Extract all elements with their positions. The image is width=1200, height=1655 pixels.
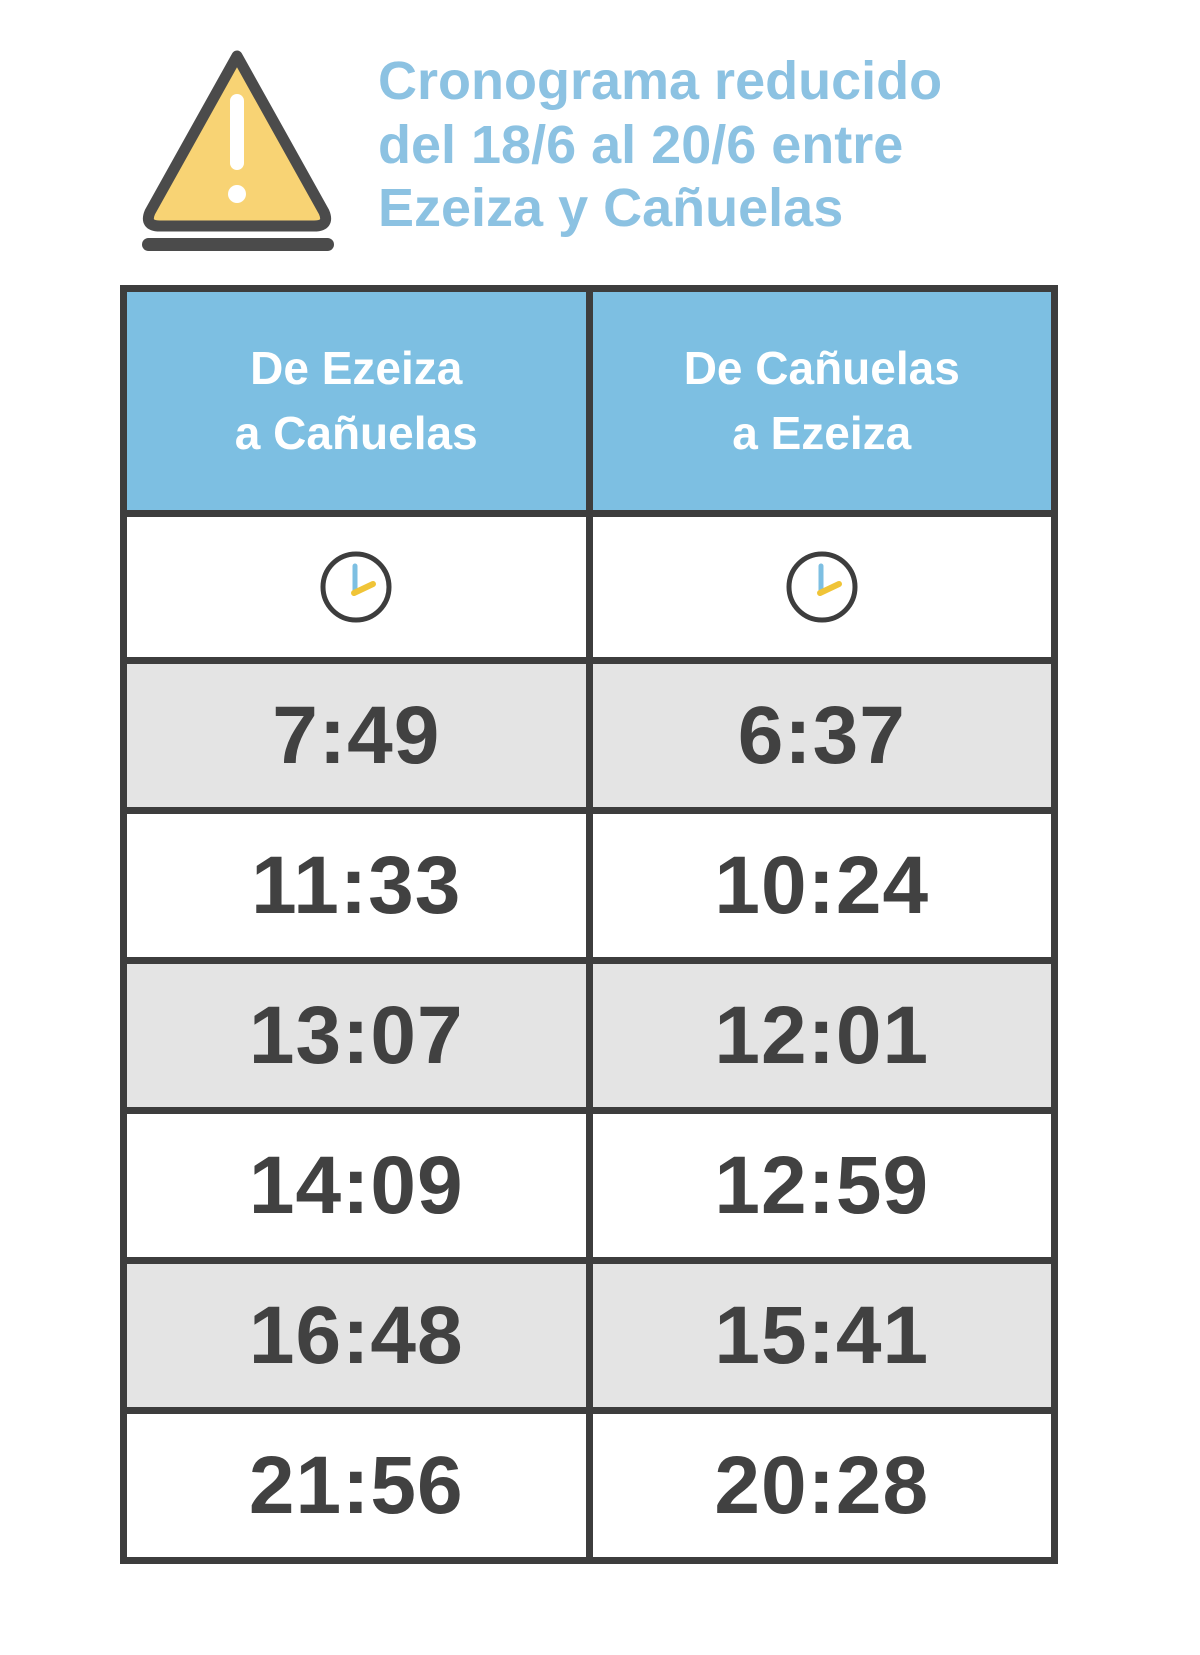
clock-icon [593, 517, 1052, 657]
clock-icon [127, 517, 586, 657]
column-header-ezeiza-to-canuelas [127, 292, 586, 510]
title-line-1: Cronograma reducido [378, 51, 943, 111]
banner [0, 0, 1200, 252]
time-cell: 6:37 [593, 664, 1052, 807]
timetable [120, 285, 1058, 1564]
column-header-canuelas-to-ezeiza [593, 292, 1052, 510]
column-header-line: a Cañuelas [234, 407, 478, 459]
column-header-line: a Ezeiza [732, 407, 912, 459]
time-cell: 13:07 [127, 964, 586, 1107]
time-cell: 15:41 [593, 1264, 1052, 1407]
title-line-3: Ezeiza y Cañuelas [378, 178, 844, 239]
page-title [378, 50, 942, 241]
time-cell: 20:28 [593, 1414, 1052, 1557]
time-cell: 12:01 [593, 964, 1052, 1107]
time-cell: 14:09 [127, 1114, 586, 1257]
title-line-2: del 18/6 al 20/6 entre [378, 114, 904, 175]
time-cell: 12:59 [593, 1114, 1052, 1257]
time-cell: 16:48 [127, 1264, 586, 1407]
warning-triangle-icon [128, 42, 346, 252]
column-header-line: De Ezeiza [250, 341, 463, 394]
time-cell: 21:56 [127, 1414, 586, 1557]
time-cell: 10:24 [593, 814, 1052, 957]
time-cell: 7:49 [127, 664, 586, 807]
column-header-line: De Cañuelas [683, 341, 960, 394]
time-cell: 11:33 [127, 814, 586, 957]
